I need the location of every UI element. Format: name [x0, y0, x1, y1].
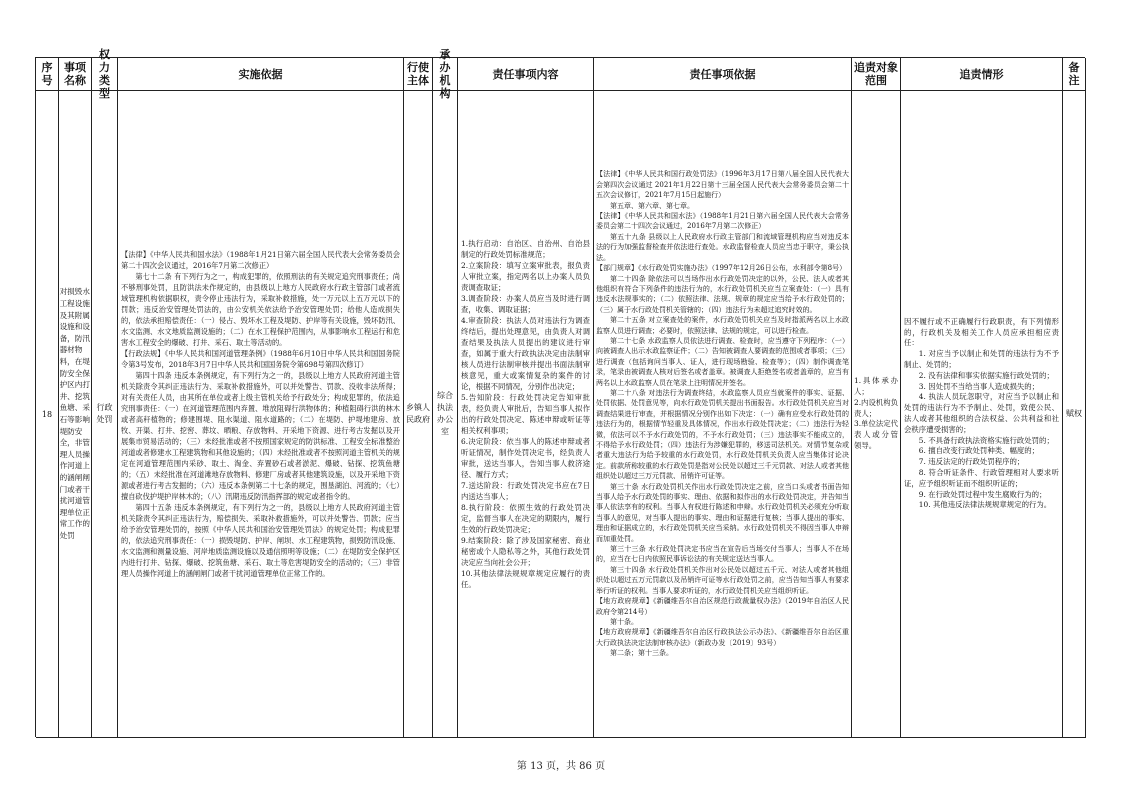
item-name-text: 对损毁水工程设施及其附属设施和设备，防汛器材物料，在堤防安全保护区内打井、挖筑鱼塘、采石等影响堤防安全，非管理人员操作河道上的涵闸闸门或者干扰河道管理单位正常工作的处罚 [59, 287, 90, 540]
responsibility-table [35, 48, 1085, 737]
item-name-header [59, 58, 92, 91]
header-text: 类型 [99, 74, 110, 100]
header-text: 序 [41, 61, 53, 74]
header-text: 号 [41, 74, 53, 87]
duty-basis-paragraph: 第二十四条 除依法可以当场作出水行政处罚决定的以外，公民、法人或者其他组织有符合下列条件的违法行为的，水行政处罚机关应当立案查处：（一）具有违反水法规事实的；（二）依照法律、法规、规章的规定应当给予水行政处罚的；（三）属于水行政处罚机关管辖的；（四）违法行为未超过追究时效的。 [596, 274, 849, 314]
item-name-cell [59, 91, 92, 738]
header-text-list [239, 68, 283, 81]
basis-paragraph: 【法律】《中华人民共和国水法》（1988年1月21日第六届全国人民代表大会常务委员会第二十四次会议通过，2016年7月第二次修正） [121, 250, 400, 270]
duty-content-item: 2.立案阶段：填写立案审批表，报负责人审批立案，指定两名以上办案人员负责调查取证； [461, 261, 590, 292]
accountability-case-item-list [904, 317, 1059, 511]
duty-basis-paragraph: 【地方政府规章】《新疆维吾尔自治区规范行政裁量权办法》（2019年自治区人民政府令第214号） [596, 597, 849, 616]
duty-content-item: 10.其他法律法规规章规定应履行的责任。 [461, 569, 590, 589]
seq-cell [36, 91, 59, 738]
accountability-case-item: 10. 其他违反法律法规规章规定的行为。 [918, 500, 1052, 510]
header-text: 事项 [64, 61, 86, 74]
accountable-scope-item-list [854, 376, 898, 452]
accountable-scope-item: 2.内设机构负责人； [854, 397, 899, 418]
header-text-list [690, 68, 756, 81]
duty-basis-cell [594, 91, 852, 738]
basis-cell [118, 91, 404, 738]
basis-paragraph: 第七十二条 有下列行为之一，构成犯罪的，依照刑法的有关规定追究刑事责任；尚不够刑事处罚，且防洪法未作规定的，由县级以上地方人民政府水行政主管部门或者流域管理机构依据职权，责令停止违法行为，采取补救措施，处一万元以上五万元以下的罚款；违反治安管理处罚法的，由公安机关依法给予治安管理处罚；给他人造成损失的，依法承担赔偿责任：（一）侵占、毁坏水工程及堤防、护岸等有关设施，毁坏防汛、水文监测、水文地质监测设施的；（二）在水工程保护范围内，从事影响水工程运行和危害水工程安全的爆破、打井、采石、取土等活动的。 [121, 272, 400, 347]
remarks-cell [1063, 91, 1086, 738]
duty-basis-paragraph: 第三十四条 水行政处罚机关作出对公民处以超过五千元、对法人或者其他组织处以超过五万元罚款以及吊销许可证等水行政处罚之前，应当告知当事人有要求举行听证的权利。当事人要求听证的，水行政处罚机关应当组织听证。 [596, 565, 849, 595]
duty-basis-paragraph: 第二十五条 对立案查处的案件，水行政处罚机关应当及时指派两名以上水政监察人员进行调查；必要时，依照法律、法规的规定，可以进行检查。 [596, 316, 849, 335]
duty-content-cell [458, 91, 594, 738]
basis-paragraph: 第四十五条 违反本条例规定，有下列行为之一的，县级以上地方人民政府河道主管机关除责令其纠正违法行为，赔偿损失、采取补救措施外，可以并处警告、罚款；应当给予治安管理处罚的，按照《中华人民共和国治安管理处罚法》的规定处罚；构成犯罪的，依法追究刑事责任：（一）损毁堤防、护岸、闸坝、水工程建筑物，损毁防汛设施、水文监测和测量设施、河岸地质监测设施以及通信照明等设施；（二）在堤防安全保护区内进行打井、钻探、爆破、挖筑鱼塘、采石、取土等危害堤防安全的活动的；（三）非管理人员操作河道上的涵闸闸门或者干扰河道管理单位正常工作的。 [121, 503, 400, 578]
accountability-case-item: 1. 对应当予以制止和处罚的违法行为不予制止、处罚的； [904, 349, 1059, 370]
agency-cell [433, 91, 458, 738]
duty-content-item: 3.调查阶段：办案人员应当及时进行调查，收集、调取证据； [461, 294, 590, 314]
agency-text: 综合执法办公室 [437, 391, 453, 436]
header-text-list [960, 68, 1004, 81]
accountability-case-item: 2. 没有法律和事实依据实施行政处罚的； [918, 370, 1054, 380]
basis-header [118, 58, 404, 91]
duty-content-header [458, 58, 594, 91]
subject-text: 乡镇人民政府 [406, 403, 430, 424]
page-number: 第 13 页，共 86 页 [516, 761, 606, 772]
seq-value: 18 [41, 409, 53, 419]
header-text: 备 [1068, 61, 1080, 74]
accountability-cases-cell [901, 91, 1063, 738]
duty-basis-header [594, 58, 852, 91]
duty-basis-paragraph: 第三十条 水行政处罚机关作出水行政处罚决定之前，应当口头或者书面告知当事人给予水行政处罚的事实、理由、依据和拟作出的水行政处罚决定，并告知当事人依法享有的权利。当事人有权进行陈述和申辩。水行政处罚机关必须充分听取当事人的意见，对当事人提出的事实、理由和证据进行复核；当事人提出的事实、理由和证据成立的，水行政处罚机关应当采纳。水行政处罚机关不得因当事人申辩而加重处罚。 [596, 482, 849, 543]
power-type-text: 行政处罚 [96, 403, 113, 424]
header-text-list [407, 61, 429, 87]
accountability-case-item: 6. 擅自改变行政处罚种类、幅度的； [918, 446, 1040, 456]
accountable-scope-item: 1.具体承办人； [854, 376, 898, 396]
accountability-case-item: 3. 因处罚不当给当事人造成损失的； [918, 381, 1040, 391]
remarks-header [1063, 58, 1086, 91]
duty-content-item: 8.执行阶段：依照生效的行政处罚决定，监督当事人在决定的期限内，履行生效的行政处罚决定； [461, 503, 590, 534]
accountability-case-item: 7. 违反法定的行政处罚程序的； [918, 457, 1025, 467]
header-text: 机构 [439, 74, 451, 100]
subject-cell [404, 91, 433, 738]
accountability-case-item: 因不履行或不正确履行行政职责，有下列情形的，行政机关及相关工作人员应承担相应责任： [904, 316, 1059, 348]
header-text: 权力 [99, 48, 110, 74]
duty-content-item: 7.送达阶段：行政处罚决定书应在7日内送达当事人； [461, 481, 590, 501]
header-text-list [1069, 61, 1080, 87]
duty-basis-paragraph: 第二十七条 水政监察人员依法进行调查、检查时，应当遵守下列程序：（一）向被调查人出示水政监察证件；（二）告知被调查人要调查的范围或者事项；（三）进行调查（包括询问当事人、证人，进行现场勘验、检查等）；（四）制作调查笔录，笔录由被调查人核对后签名或者盖章。被调查人拒绝签名或者盖章的，应当有两名以上水政监察人员在笔录上注明情况并签名。 [596, 336, 849, 387]
header-text: 名称 [64, 74, 86, 87]
duty-content-item-list [461, 238, 590, 590]
accountable-scope-header [852, 58, 901, 91]
duty-content-item: 6.决定阶段：依当事人的陈述申辩或者听证情况，制作处罚决定书，经负责人审批，送达当事人，告知当事人救济途径、履行方式； [461, 437, 590, 479]
header-text: 责任事项依据 [689, 67, 756, 81]
header-text: 主体 [407, 74, 429, 87]
accountability-case-item: 5. 不具备行政执法资格实施行政处罚的； [918, 435, 1054, 445]
duty-basis-paragraph: 第二十八条 对违法行为调查终结，水政监察人员应当就案件的事实、证据、处罚依据、处罚意见等，向水行政处罚机关提出书面报告。水行政处罚机关应当对调查结果进行审查，并根据情况分别作出如下决定：（一）确有应受水行政处罚的违法行为的，根据情节轻重及具体情况，作出水行政处罚决定；（二）违法行为轻微，依法可以不予水行政处罚的，不予水行政处罚；（三）违法事实不能成立的，不得给予水行政处罚；（四）违法行为涉嫌犯罪的，移送司法机关。对情节复杂或者重大违法行为给予较重的水行政处罚，水行政处罚机关负责人应当集体讨论决定。前款所称较重的水行政处罚是指对公民处以超过三千元罚款、对法人或者其他组织处以超过三万元罚款、吊销许可证等。 [596, 388, 849, 481]
header-text-list [42, 61, 53, 87]
duty-content-item: 9.结案阶段：除了涉及国家秘密、商业秘密或个人隐私等之外，其他行政处罚决定应当向社会公开； [461, 536, 590, 567]
accountable-scope-item: 3.单位法定代表人或分管领导。 [854, 419, 899, 450]
header-text: 追责对象 [854, 61, 898, 74]
header-text: 责任事项内容 [492, 67, 559, 81]
header-text: 注 [1068, 74, 1080, 87]
header-text-list [493, 68, 559, 81]
duty-basis-paragraph: 第三十三条 水行政处罚决定书应当在宣告后当场交付当事人；当事人不在场的，应当在七日内依照民事诉讼法的有关规定送达当事人。 [596, 545, 849, 564]
duty-basis-paragraph: 第二条；第十三条。 [610, 649, 673, 658]
header-text-list [854, 61, 898, 87]
agency-header [433, 48, 458, 100]
duty-basis-paragraph: 第五十九条 县级以上人民政府水行政主管部门和流域管理机构应当对违反本法的行为加强监督检查并依法进行查处。水政监督检查人员应当忠于职守，秉公执法。 [596, 232, 849, 262]
accountable-scope-cell [852, 91, 901, 738]
header-text: 承办 [439, 48, 451, 74]
duty-basis-paragraph: 【部门规章】《水行政处罚实施办法》（1997年12月26日公布，水利部令第8号） [596, 264, 847, 273]
header-text-list [64, 61, 86, 87]
duty-basis-paragraph: 第十条。 [610, 617, 638, 626]
accountability-case-item: 9. 在行政处罚过程中发生腐败行为的； [918, 489, 1047, 499]
header-text: 追责情形 [959, 67, 1004, 81]
duty-content-item: 1.执行启动：自治区、自治州、自治县制定的行政处罚标准规范； [461, 239, 590, 259]
power-type-header [92, 48, 118, 100]
seq-header [36, 58, 59, 91]
basis-paragraph: 【行政法规】《中华人民共和国河道管理条例》（1988年6月10日中华人民共和国国务院令第3号发布，2018年3月7日中华人民共和国国务院令第698号第四次修订） [121, 349, 400, 369]
accountability-cases-header [901, 58, 1063, 91]
duty-basis-paragraph-list [596, 169, 849, 658]
header-text: 范围 [865, 74, 887, 87]
duty-content-item: 5.告知阶段：行政处罚决定告知审批表，经负责人审批后，告知当事人拟作出的行政处罚决定、陈述申辩或听证等相关权利事项； [461, 393, 590, 435]
basis-paragraph-list [121, 249, 400, 579]
remarks-text: 赋权 [1066, 409, 1082, 418]
duty-basis-paragraph: 【法律】《中华人民共和国行政处罚法》（1996年3月17日第八届全国人民代表大会第四次会议通过 2021年1月22日第十三届全国人民代表大会常务委员会第二十五次会议修订，2021年7月15日起施行） [596, 170, 849, 200]
duty-basis-paragraph: 【法律】《中华人民共和国水法》（1988年1月21日第六届全国人民代表大会常务委员会第二十四次会议通过，2016年7月第二次修正） [596, 212, 849, 231]
subject-header [404, 58, 433, 91]
accountability-case-item: 8. 符合听证条件、行政管理相对人要求听证，应予组织听证而不组织听证的； [904, 467, 1059, 488]
header-text: 行使 [407, 61, 429, 74]
duty-basis-paragraph: 【地方政府规章】《新疆维吾尔自治区行政执法公示办法》、《新疆维吾尔自治区重大行政执法决定法制审核办法》（新政办发〔2019〕93号） [596, 628, 849, 647]
power-type-cell [92, 91, 118, 738]
duty-basis-paragraph: 第五章、第六章、第七章。 [610, 201, 694, 210]
basis-paragraph: 第四十四条 违反本条例规定，有下列行为之一的，县级以上地方人民政府河道主管机关除责令其纠正违法行为、采取补救措施外，可以并处警告、罚款、没收非法所得；对有关责任人员，由其所在单位或者上级主管机关给予行政处分；构成犯罪的，依法追究刑事责任：（一）在河道管理范围内弃置、堆放阻碍行洪物体的；种植阻碍行洪的林木或者高秆植物的；修建围堤、阻水渠道、阻水道路的；（二）在堤防、护堤地建房、放牧、开渠、打井、挖窖、葬坟、晒粮、存放物料、开采地下资源、进行考古发掘以及开展集市贸易活动的；（三）未经批准或者不按照国家规定的防洪标准、工程安全标准整治河道或者修建水工程建筑物和其他设施的；（四）未经批准或者不按照河道主管机关的规定在河道管理范围内采砂、取土、淘金、弃置砂石或者淤泥、爆破、钻探、挖筑鱼塘的；（五）未经批准在河道滩地存放物料、修建厂房或者其他建筑设施，以及开采地下资源或者进行考古发掘的；（六）违反本条例第二十七条的规定，围垦湖泊、河流的；（七）擅自砍伐护堤护岸林木的；（八）汛期违反防汛指挥部的规定或者指令的。 [121, 371, 400, 501]
duty-content-item: 4.审查阶段：执法人员对违法行为调查终结后，提出处理意见，由负责人对调查结果及执法人员提出的建议进行审查，如属于重大行政执法决定由法制审核人员进行法制审核并提出书面法制审核意见，重大或案情复杂的案件的讨论，根据不同情况，分别作出决定； [461, 316, 590, 391]
header-text: 实施依据 [238, 67, 283, 81]
accountability-case-item: 4. 执法人员玩忽职守，对应当予以制止和处罚的违法行为不予制止、处罚，致使公民、法人或者其他组织的合法权益、公共利益和社会秩序遭受损害的； [904, 392, 1059, 434]
